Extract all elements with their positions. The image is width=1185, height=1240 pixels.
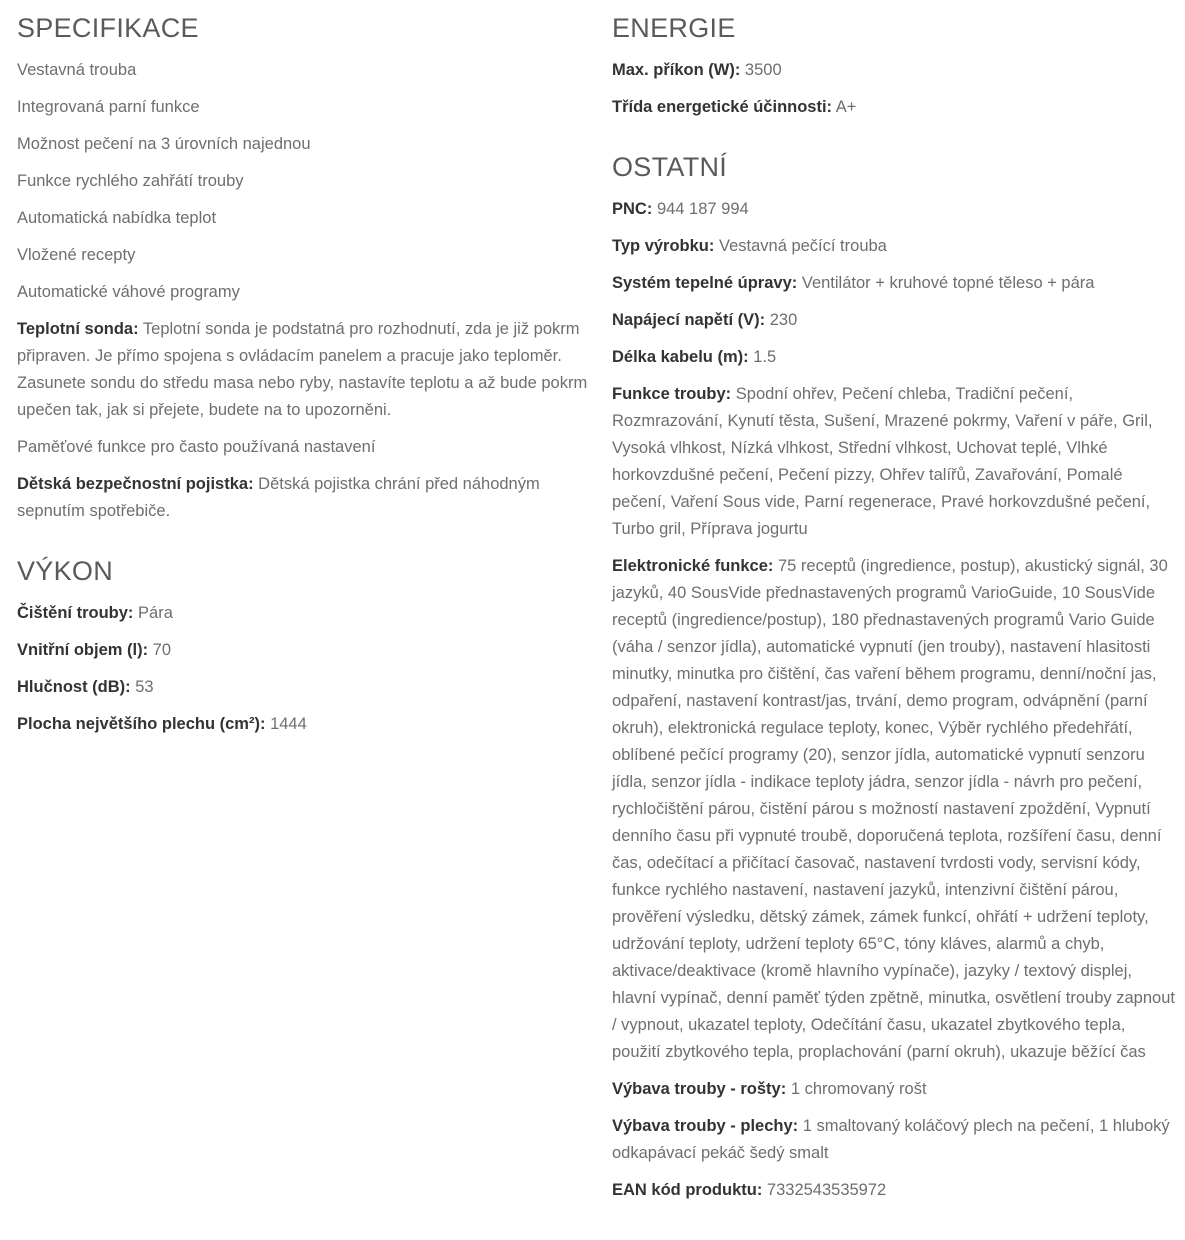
spec-value: Automatická nabídka teplot bbox=[17, 209, 217, 227]
spec-key: Hlučnost (dB): bbox=[17, 678, 131, 696]
spec-value: Funkce rychlého zahřátí trouby bbox=[17, 172, 244, 190]
spec-item bbox=[17, 57, 592, 84]
spec-item bbox=[17, 242, 592, 269]
spec-item-hlucnost bbox=[17, 674, 592, 701]
spec-item-detska-pojistka bbox=[17, 471, 592, 525]
section-vykon bbox=[17, 555, 592, 738]
section-title-ostatni: OSTATNÍ bbox=[612, 152, 728, 182]
spec-item-napeti bbox=[612, 307, 1178, 334]
spec-item-objem bbox=[17, 637, 592, 664]
spec-value: 1 smaltovaný koláčový plech na pečení, 1 hluboký odkapávací pekáč šedý smalt bbox=[612, 1117, 1170, 1162]
spec-value: 70 bbox=[152, 641, 172, 659]
spec-value: Ventilátor + kruhové topné těleso + pára bbox=[801, 274, 1095, 292]
spec-item bbox=[17, 168, 592, 195]
spec-item-prikon bbox=[612, 57, 1178, 84]
section-ostatni bbox=[612, 151, 1178, 1204]
spec-item bbox=[17, 434, 592, 461]
spec-item-system-upravy bbox=[612, 270, 1178, 297]
spec-key: Vnitřní objem (l): bbox=[17, 641, 149, 659]
spec-key: Délka kabelu (m): bbox=[612, 348, 749, 366]
spec-key: Plocha největšího plechu (cm²): bbox=[17, 715, 266, 733]
spec-value: Vložené recepty bbox=[17, 246, 136, 264]
spec-value: Spodní ohřev, Pečení chleba, Tradiční pečení, Rozmrazování, Kynutí těsta, Sušení, Mrazené pokrmy, Vaření v páře, Gril, Vysoká vlhkost, Nízká vlhkost, Střední vlhkost, Uchovat teplé, Vlhké horkovzdušné pečení, Pečení pizzy, Ohřev talířů, Zavařování, Pomalé pečení, Vaření Sous vide, Parní regenerace, Pravé horkovzdušné pečení, Turbo gril, Příprava jogurtu bbox=[612, 385, 1153, 538]
spec-key: Funkce trouby: bbox=[612, 385, 732, 403]
spec-key: EAN kód produktu: bbox=[612, 1181, 763, 1199]
spec-value: Pára bbox=[138, 604, 173, 622]
spec-item-cisteni bbox=[17, 600, 592, 627]
spec-key: Max. příkon (W): bbox=[612, 61, 741, 79]
spec-value: Teplotní sonda je podstatná pro rozhodnutí, zda je již pokrm připraven. Je přímo spojena s ovládacím panelem a pracuje jako teploměr. Zasunete sondu do středu masa nebo ryby, nastavíte teplotu a až bude pokrm upečen tak, jak si přejete, budete na to upozorněni. bbox=[17, 320, 588, 419]
spec-value: 1.5 bbox=[753, 348, 777, 366]
spec-list bbox=[17, 600, 592, 738]
spec-value: 944 187 994 bbox=[656, 200, 749, 218]
spec-key: PNC: bbox=[612, 200, 653, 218]
spec-item-plechy bbox=[612, 1113, 1178, 1167]
spec-item-rosty bbox=[612, 1076, 1178, 1103]
spec-key: Typ výrobku: bbox=[612, 237, 715, 255]
spec-value: Vestavná pečící trouba bbox=[718, 237, 887, 255]
left-column bbox=[17, 0, 592, 738]
spec-item-energeticka-trida bbox=[612, 94, 1178, 121]
spec-item-elektronicke-funkce bbox=[612, 553, 1178, 1066]
spec-item-plocha-plechu bbox=[17, 711, 592, 738]
spec-key: Napájecí napětí (V): bbox=[612, 311, 766, 329]
section-title-specifikace: SPECIFIKACE bbox=[17, 13, 199, 43]
spec-item-funkce-trouby bbox=[612, 381, 1178, 543]
spec-key: Výbava trouby - plechy: bbox=[612, 1117, 799, 1135]
section-title-vykon: VÝKON bbox=[17, 556, 114, 586]
spec-value: Možnost pečení na 3 úrovních najednou bbox=[17, 135, 311, 153]
spec-item-ean bbox=[612, 1177, 1178, 1204]
spec-item-delka-kabelu bbox=[612, 344, 1178, 371]
spec-key: Výbava trouby - rošty: bbox=[612, 1080, 787, 1098]
spec-item-teplotni-sonda bbox=[17, 316, 592, 424]
spec-value: A+ bbox=[835, 98, 857, 116]
spec-value: 1 chromovaný rošt bbox=[790, 1080, 927, 1098]
spec-key: Teplotní sonda: bbox=[17, 320, 139, 338]
spec-value: 230 bbox=[769, 311, 798, 329]
spec-value: 7332543535972 bbox=[766, 1181, 887, 1199]
spec-item bbox=[17, 131, 592, 158]
spec-value: Integrovaná parní funkce bbox=[17, 98, 200, 116]
spec-value: Automatické váhové programy bbox=[17, 283, 240, 301]
spec-key: Systém tepelné úpravy: bbox=[612, 274, 798, 292]
spec-value: Paměťové funkce pro často používaná nastavení bbox=[17, 438, 376, 456]
spec-value: Vestavná trouba bbox=[17, 61, 137, 79]
spec-item bbox=[17, 94, 592, 121]
spec-list bbox=[612, 57, 1178, 121]
spec-value: Dětská pojistka chrání před náhodným sepnutím spotřebiče. bbox=[17, 475, 540, 520]
section-specifikace bbox=[17, 12, 592, 525]
spec-key: Třída energetické účinnosti: bbox=[612, 98, 833, 116]
spec-key: Čištění trouby: bbox=[17, 604, 134, 622]
right-column bbox=[612, 0, 1178, 1204]
spec-list bbox=[612, 196, 1178, 1204]
section-title-energie: ENERGIE bbox=[612, 13, 736, 43]
spec-list bbox=[17, 57, 592, 525]
section-energie bbox=[612, 12, 1178, 121]
spec-item-pnc bbox=[612, 196, 1178, 223]
spec-value: 3500 bbox=[744, 61, 782, 79]
spec-item bbox=[17, 205, 592, 232]
spec-value: 1444 bbox=[270, 715, 307, 733]
spec-key: Dětská bezpečnostní pojistka: bbox=[17, 475, 254, 493]
spec-value: 53 bbox=[135, 678, 154, 696]
spec-item-typ-vyrobku bbox=[612, 233, 1178, 260]
spec-item bbox=[17, 279, 592, 306]
spec-key: Elektronické funkce: bbox=[612, 557, 774, 575]
spec-value: 75 receptů (ingredience, postup), akustický signál, 30 jazyků, 40 SousVide přednastavených programů VarioGuide, 10 SousVide receptů (ingredience/postup), 180 přednastavených programů Vario Guide (váha / senzor jídla), automatické vypnutí (jen trouby), nastavení hlasitosti minutky, minutka pro čištění, čas vaření během programu, denní/noční jas, odpaření, nastavení kontrast/jas, trvání, demo program, odvápnění (parní okruh), elektronická regulace teploty, konec, Výběr rychlého předehřátí, oblíbené pečící programy (20), senzor jídla, automatické vypnutí senzoru jídla, senzor jídla - indikace teploty jádra, senzor jídla - návrh pro pečení, rychločištění párou, čistění párou s možností nastavení zpoždění, Vypnutí denního času při vypnuté troubě, doporučená teplota, rozšíření času, denní čas, odečítací a přičítací časovač, nastavení tvrdosti vody, servisní kódy, funkce rychlého nastavení, nastavení jazyků, intenzivní čištění párou, prověření výsledku, dětský zámek, zámek funkcí, ohřátí + udržení teploty, udržování teploty, udržení teploty 65°C, tóny kláves, alarmů a chyb, aktivace/deaktivace (kromě hlavního vypínače), jazyky / textový displej, hlavní vypínač, denní paměť týden zpětně, minutka, osvětlení trouby zapnout / vypnout, ukazatel teploty, Odečítání času, ukazatel zbytkového tepla, použití zbytkového tepla, proplachování (parní okruh), ukazuje běžící čas bbox=[612, 557, 1175, 1061]
